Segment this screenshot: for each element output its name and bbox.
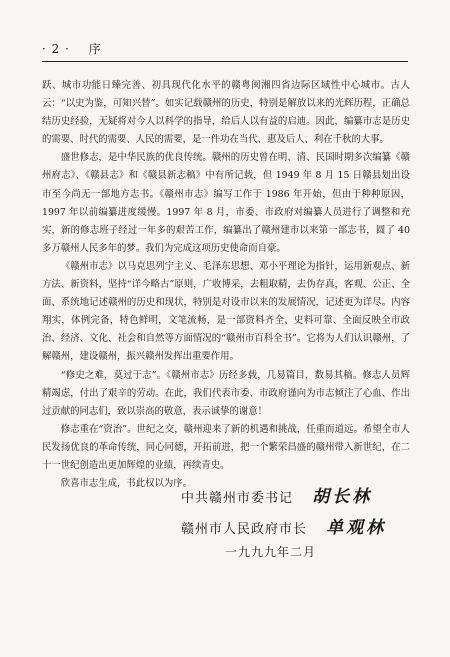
signature-mayor <box>181 513 386 538</box>
paragraph: “修史之难，莫过于志”。《赣州市志》历经多载，几易篇目，数易其稿。修志人员辉精竭虑，付出了艰辛的劳动。在此，我们代表市委、市政府谨向为市志倾注了心血、作出过贡献的同志们，致以崇高的敬意，表示诚挚的谢意！ <box>42 369 410 417</box>
signatory-title: 赣州市人民政府市长 <box>181 522 308 537</box>
signatory-title: 中共赣州市委书记 <box>181 491 294 506</box>
signatory-name: 单观林 <box>326 518 387 538</box>
header-rule <box>42 61 408 62</box>
paragraph: 欣喜市志生成，书此权以为序。 <box>60 478 193 490</box>
preface-date: 一九九九年二月 <box>225 545 317 559</box>
signatory-name: 胡长林 <box>312 487 373 507</box>
paragraph: 修志重在“资治”。世纪之交，赣州迎来了新的机遇和挑战，任重而道远。希望全市人民发扬优良的革命传统，同心同德，开拓前进，把一个繁荣昌盛的赣州带入新世纪，在二十一世纪创造出更加辉煌的业绩，再续青史。 <box>42 423 410 471</box>
preface-body <box>42 77 410 493</box>
paragraph: 盛世修志，是中华民族的优良传统。赣州的历史曾在明、清、民国时期多次编纂《赣州府志》、《赣县志》和《赣县新志稿》中有所记载，但 1949 年 8 月 15 日赣县划出设市至今尚无一部地方志书。《赣州市志》编写工作于 1986 年开始，但由于种种原因，1997 年以前编纂进度缓慢。1997 年 8 月，市委、市政府对编纂人员进行了调整和充实，新的修志班子经过一年多的艰苦工作，编纂出了赣州建市以来第一部志书，圆了 40 多万赣州人民多年的梦。我们为完成这项历史使命而自豪。 <box>42 152 410 254</box>
paragraph-continued: 跃、城市功能日臻完善、初具现代化水平的赣粤闽湘四省边际区域性中心城市。古人云：“以史为鉴，可知兴替”。如实记载赣州的历史，特别是解放以来的光辉历程，正确总结历史经验，无疑将对今人以科学的指导，给后人以有益的启迪。因此，编纂市志是历史的需要、时代的需要、人民的需要，是一件功在当代、惠及后人、利在千秋的大事。 <box>42 80 410 146</box>
signature-party-secretary <box>181 482 372 507</box>
page-number: · 2 · <box>42 42 70 56</box>
running-header <box>42 40 102 57</box>
section-title: 序 <box>88 42 102 56</box>
paragraph: 《赣州市志》以马克思列宁主义、毛泽东思想、邓小平理论为指针，运用新观点、新方法、新资料，坚持“详今略古”原则，广收博采，去粗取精，去伪存真，客观、公正、全面、系统地记述赣州的历史和现状，特别是对设市以来的发展情况，记述更为详尽。内容翔实，体例完备，特色鲜明，文笔流畅，是一部资料齐全、史料可靠、全面反映全市政治、经济、文化、社会和自然等方面情况的“赣州市百科全书”。它将为人们认识赣州，了解赣州，建设赣州，振兴赣州发挥出重要作用。 <box>42 260 410 363</box>
